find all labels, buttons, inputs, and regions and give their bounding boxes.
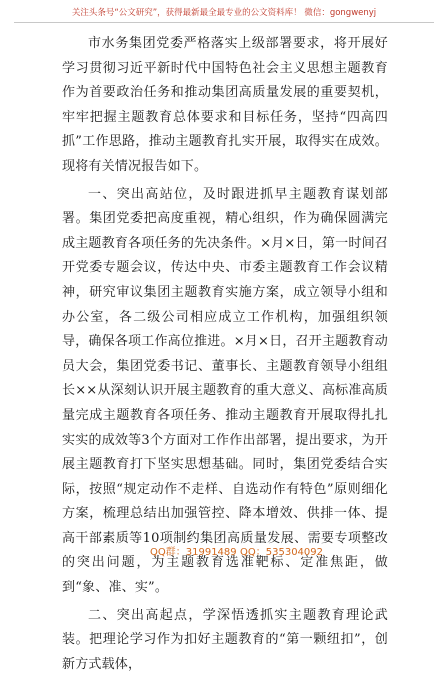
- footer-qq-group: QQ群：31991489: [150, 547, 237, 558]
- paragraph-section-2: 二、突出高起点，学深悟透抓实主题教育理论武装。把理论学习作为扣好主题教育的“第一颗纽扣”，创新方式载体，: [62, 607, 388, 672]
- footer-qq-number: QQ：535304092: [240, 547, 324, 558]
- paragraph-section-1: 一、突出高站位，及时跟进抓早主题教育谋划部署。集团党委把高度重视，精心组织，作为确保圆满完成主题教育各项任务的先决条件。×月×日，第一时间召开党委专题会议，传达中央、市委主题教育工作会议精神，研究审议集团主题教育实施方案，成立领导小组和办公室，各二级公司相应成立工作机构，加强组织领导，确保各项工作高位推进。×月×日，召开主题教育动员大会，集团党委书记、董事长、主题教育领导小组组长××从深刻认识开展主题教育的重大意义、高标准高质量完成主题教育各项任务、推动主题教育开展取得扎扎实实的成效等3个方面对工作作出部署，提出要求，为开展主题教育打下坚实思想基础。同时，集团党委结合实际，按照“规定动作不走样、自选动作有特色”原则细化方案，梳理总结出加强管控、降本增效、供排一体、提高干部素质等10项制约集团高质量发展、需要专项整改的突出问题，为主题教育选准靶标、定准焦距，做到“象、准、实”。: [62, 186, 388, 596]
- header-divider: [14, 22, 434, 23]
- header-banner: 关注头条号“公文研究”，获得最新最全最专业的公文资料库！ 微信：gongwenyj: [71, 8, 377, 18]
- document-body: [62, 32, 388, 680]
- paragraph-intro: 市水务集团党委严格落实上级部署要求，将开展好学习贯彻习近平新时代中国特色社会主义思想主题教育作为首要政治任务和推动集团高质量发展的重要契机，牢牢把握主题教育总体要求和目标任务，坚持“四高四抓”工作思路，推动主题教育扎实开展，取得实在成效。现将有关情况报告如下。: [62, 36, 388, 174]
